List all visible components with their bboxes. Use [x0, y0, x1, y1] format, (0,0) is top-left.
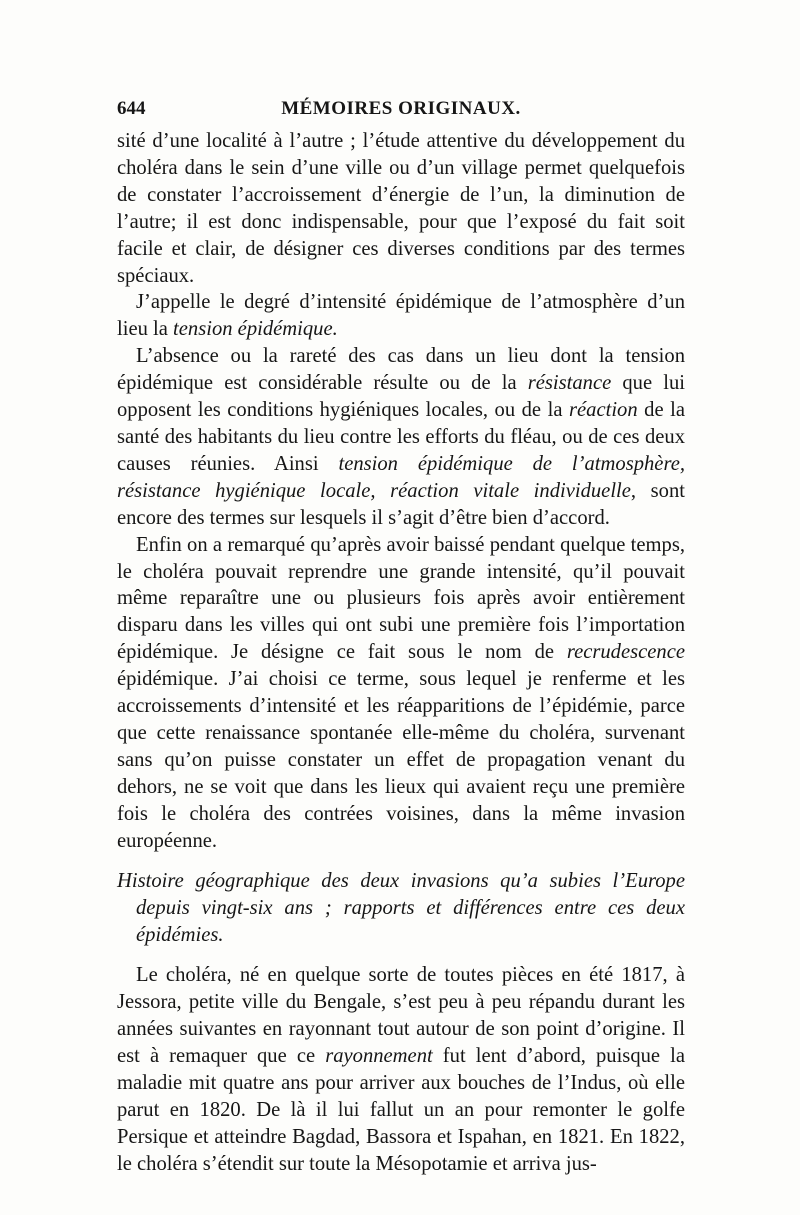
page-number: 644 — [117, 98, 146, 119]
text-run: que lui opposent les conditions hygiéniques locales, ou de la — [117, 372, 685, 422]
paragraph-1: sité d’une localité à l’autre ; l’étude attentive du développement du choléra dans le sein d’une ville ou d’un village permet quelquefois de constater l’accroissement d’énergie de l’un, la diminution de l’autre; il est donc indispensable, pour que l’exposé du fait soit facile et clair, de désigner ces diverses conditions par des termes spéciaux. — [117, 130, 685, 287]
italic-term: tension épidémique de l’atmosphère, résistance hygiénique locale, réaction vitale individuelle — [117, 452, 685, 502]
italic-term: réaction — [569, 399, 638, 422]
italic-term: résistance — [527, 372, 612, 395]
page-body — [117, 128, 685, 1177]
text-run: , sont encore des termes sur lesquels il s’agit d’être bien d’accord. — [117, 479, 685, 529]
text-run: Le choléra, né en quelque sorte de toutes pièces en été 1817, à Jessora, petite ville du Bengale, s’est peu à peu répandu durant les années suivantes en rayonnant tout autour de son point d’origine. Il est à remaquer que ce — [117, 964, 685, 1067]
paragraph-3 — [117, 343, 685, 531]
italic-term: rayonnement — [325, 1044, 433, 1067]
text-run: fut lent d’abord, puisque la maladie mit quatre ans pour arriver aux bouches de l’Indus, où elle parut en 1820. De là il lui fallut un an pour remonter le golfe Persique et atteindre Bagdad, Bassora et Ispahan, en 1821. En 1822, le choléra s’étendit sur toute la Mésopotamie et arriva jus- — [117, 1044, 686, 1175]
text-run: L’absence ou la rareté des cas dans un lieu dont la tension épidémique est considérable résulte ou de la — [117, 345, 685, 395]
paragraph-2 — [117, 289, 685, 343]
running-title: MÉMOIRES ORIGINAUX. — [281, 98, 521, 119]
paragraph-4 — [117, 532, 685, 855]
text-run: épidémique. J’ai choisi ce terme, sous lequel je renferme et les accroissements d’intensité et les réapparitions de l’épidémie, parce que cette renaissance spontanée elle-même du choléra, survenant sans qu’on puisse constater un effet de propagation venant du dehors, ne se voit que dans les lieux qui avaient reçu une première fois le choléra des contrées voisines, dans la même invasion européenne. — [117, 668, 685, 852]
italic-term: recrudescence — [566, 641, 685, 664]
text-run: J’appelle le degré d’intensité épidémique de l’atmosphère d’un lieu la — [117, 291, 685, 341]
text-run: de la santé des habitants du lieu contre les efforts du fléau, ou de ces deux causes réunies. Ainsi — [117, 399, 685, 475]
text-run: Enfin on a remarqué qu’après avoir baissé pendant quelque temps, le choléra pouvait reprendre une grande intensité, qu’il pouvait même reparaître une ou plusieurs fois après avoir entièrement disparu dans les villes qui ont subi une première fois l’importation épidémique. Je désigne ce fait sous le nom de — [117, 533, 685, 664]
section-heading: Histoire géographique des deux invasions qu’a subies l’Europe depuis vingt-six ans ; rapports et différences entre ces deux épidémies. — [117, 870, 685, 947]
italic-term: tension épidémique. — [173, 318, 338, 341]
paragraph-5 — [117, 962, 685, 1177]
running-header — [117, 98, 685, 124]
